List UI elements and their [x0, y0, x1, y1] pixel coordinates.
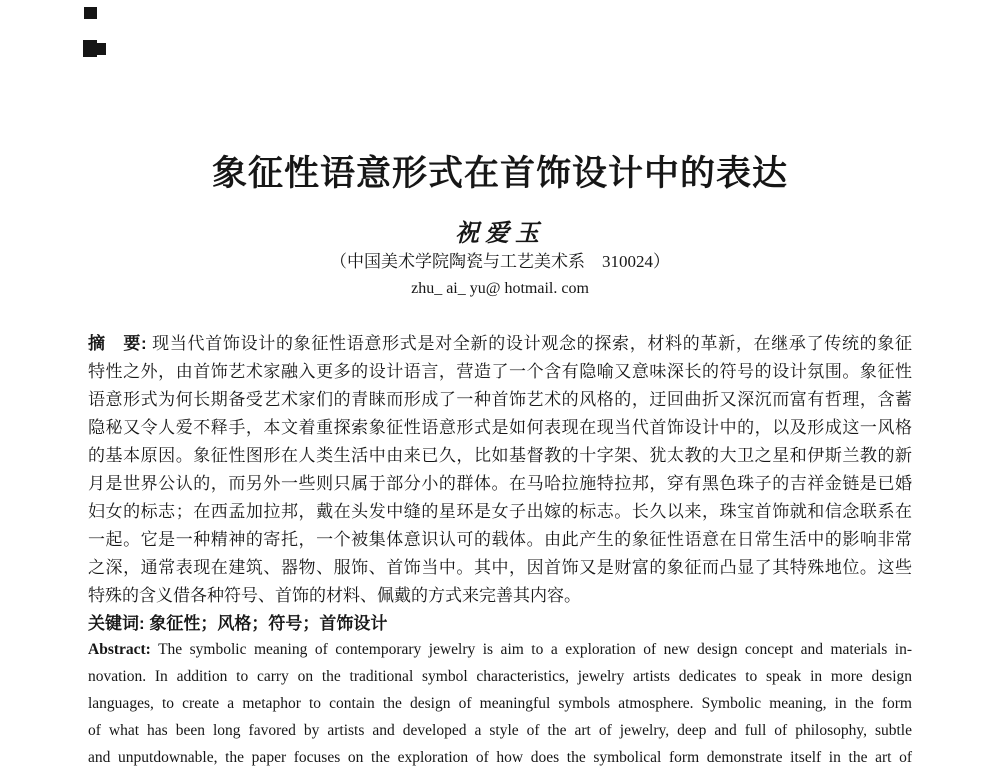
abstract-line	[88, 330, 912, 358]
chinese-abstract	[88, 330, 912, 638]
abstract-line: 之深，通常表现在建筑、器物、服饰、首饰当中。其中，因首饰又是财富的象征而凸显了其特殊地位。这些	[88, 558, 912, 577]
english-abstract	[88, 636, 912, 771]
en-abstract-label: Abstract:	[88, 641, 151, 658]
abstract-line: 语意形式为何长期备受艺术家们的青睐而形成了一种首饰艺术的风格的，迂回曲折又深沉而富有哲理，含蓄	[88, 390, 912, 409]
keywords-text: 象征性；风格；符号；首饰设计	[149, 614, 388, 633]
abstract-line-text: 现当代首饰设计的象征性语意形式是对全新的设计观念的探索，材料的革新，在继承了传统的象征	[152, 334, 913, 353]
keywords-label: 关键词:	[88, 614, 145, 633]
keywords-line	[88, 610, 912, 638]
en-abstract-line: and unputdownable, the paper focuses on the exploration of how does the symbolical form demonstrate itself in the art of	[88, 749, 912, 766]
en-abstract-line: novation. In addition to carry on the traditional symbol characteristics, jewelry artists dedicates to speak in more design	[88, 668, 912, 685]
en-abstract-line: of what has been long favored by artists and developed a style of the art of jewelry, deep and full of philosophy, subtle	[88, 722, 912, 739]
abstract-line: 特性之外，由首饰艺术家融入更多的设计语言，营造了一个含有隐喻又意味深长的符号的设计氛围。象征性	[88, 362, 912, 381]
scan-artifact	[95, 43, 106, 55]
paper-title: 象征性语意形式在首饰设计中的表达	[211, 154, 788, 193]
abstract-label: 摘 要:	[88, 334, 147, 353]
abstract-line: 隐秘又令人爱不释手，本文着重探索象征性语意形式是如何表现在现当代首饰设计中的，以及形成这一风格	[88, 418, 912, 437]
abstract-line: 妇女的标志；在西孟加拉邦，戴在头发中缝的星环是女子出嫁的标志。长久以来，珠宝首饰就和信念联系在	[88, 502, 912, 521]
scan-artifact	[84, 7, 97, 19]
en-abstract-line-text: The symbolic meaning of contemporary jewelry is aim to a exploration of new design concept and materials in-	[158, 641, 912, 658]
en-abstract-line: languages, to create a metaphor to contain the design of meaningful symbols atmosphere. Symbolic meaning, in the form	[88, 695, 912, 712]
abstract-line: 的基本原因。象征性图形在人类生活中由来已久，比如基督教的十字架、犹太教的大卫之星和伊斯兰教的新	[88, 446, 912, 465]
author-name: 祝爱玉	[455, 221, 545, 247]
en-abstract-line	[88, 636, 912, 663]
abstract-line: 特殊的含义借各种符号、首饰的材料、佩戴的方式来完善其内容。	[88, 586, 581, 605]
author-affiliation: （中国美术学院陶瓷与工艺美术系 310024）	[330, 252, 670, 271]
author-email: zhu_ ai_ yu@ hotmail. com	[411, 280, 589, 297]
abstract-line: 月是世界公认的，而另外一些则只属于部分小的群体。在马哈拉施特拉邦，穿有黑色珠子的吉祥金链是已婚	[88, 474, 912, 493]
abstract-line: 一起。它是一种精神的寄托，一个被集体意识认可的载体。由此产生的象征性语意在日常生活中的影响非常	[88, 530, 912, 549]
